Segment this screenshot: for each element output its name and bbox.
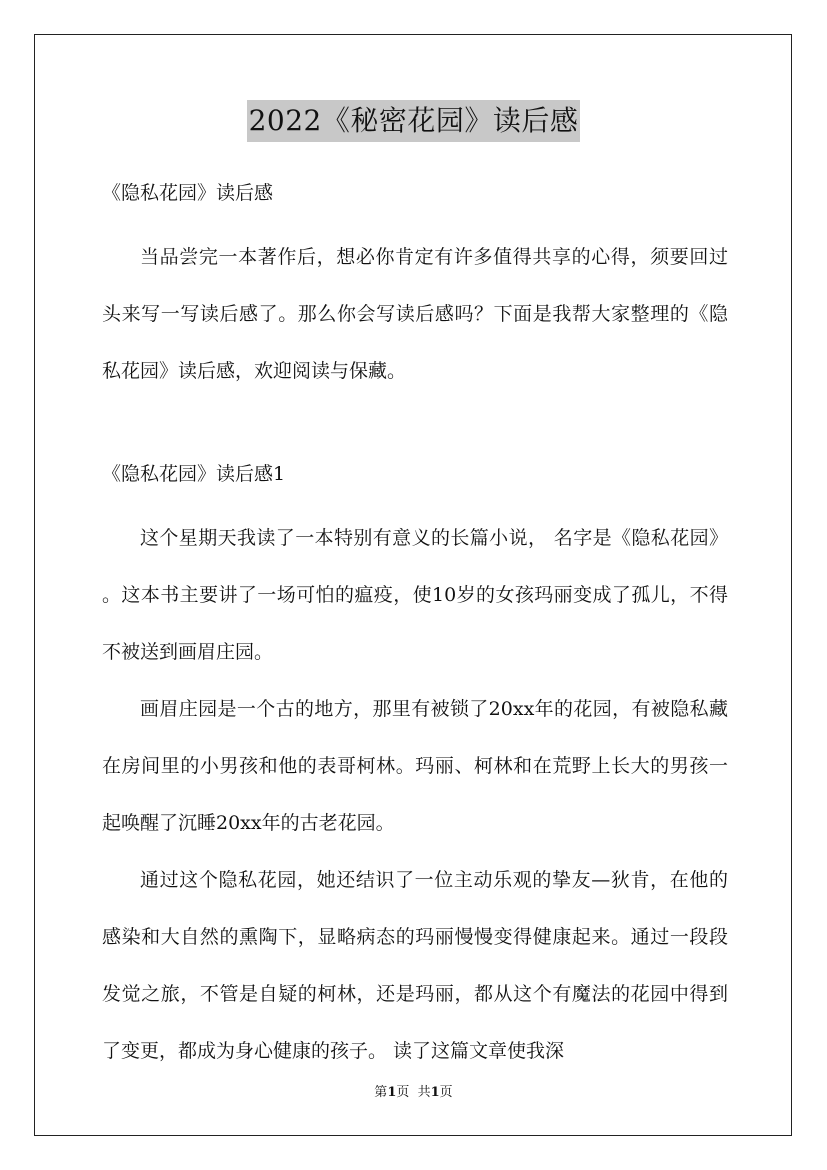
- footer-suffix: 页: [439, 1085, 453, 1100]
- title-wrapper: [0, 100, 827, 142]
- footer-prefix: 第: [374, 1085, 388, 1100]
- section1-paragraph-2: 画眉庄园是一个古的地方，那里有被锁了20xx年的花园，有被隐私藏在房间里的小男孩和他的表哥柯林。玛丽、柯林和在荒野上长大的男孩一起唤醒了沉睡20xx年的古老花园。: [102, 698, 728, 834]
- document-body: [102, 174, 728, 1080]
- footer-total-pages: 1: [430, 1085, 440, 1100]
- document-title: 2022《秘密花园》读后感: [247, 100, 581, 142]
- section1-paragraph-3: 通过这个隐私花园，她还结识了一位主动乐观的挚友—狄肯，在他的感染和大自然的熏陶下，显略病态的玛丽慢慢变得健康起来。通过一段段发觉之旅，不管是自疑的柯林，还是玛丽，都从这个有魔法的花园中得到了变更，都成为身心健康的孩子。 读了这篇文章使我深: [102, 869, 728, 1062]
- intro-heading: 《隐私花园》读后感: [102, 182, 274, 204]
- section1-paragraph-1: 这个星期天我读了一本特别有意义的长篇小说， 名字是《隐私花园》 。这本书主要讲了一场可怕的瘟疫，使10岁的女孩玛丽变成了孤儿，不得不被送到画眉庄园。: [102, 527, 728, 663]
- footer-page-number: 1: [387, 1085, 397, 1100]
- intro-paragraph: 当品尝完一本著作后，想必你肯定有许多值得共享的心得，须要回过头来写一写读后感了。那么你会写读后感吗？下面是我帮大家整理的《隐私花园》读后感，欢迎阅读与保藏。: [102, 246, 728, 382]
- page-footer: [0, 1084, 827, 1102]
- footer-mid: 页 共: [396, 1085, 431, 1100]
- section1-heading: 《隐私花园》读后感1: [102, 463, 286, 485]
